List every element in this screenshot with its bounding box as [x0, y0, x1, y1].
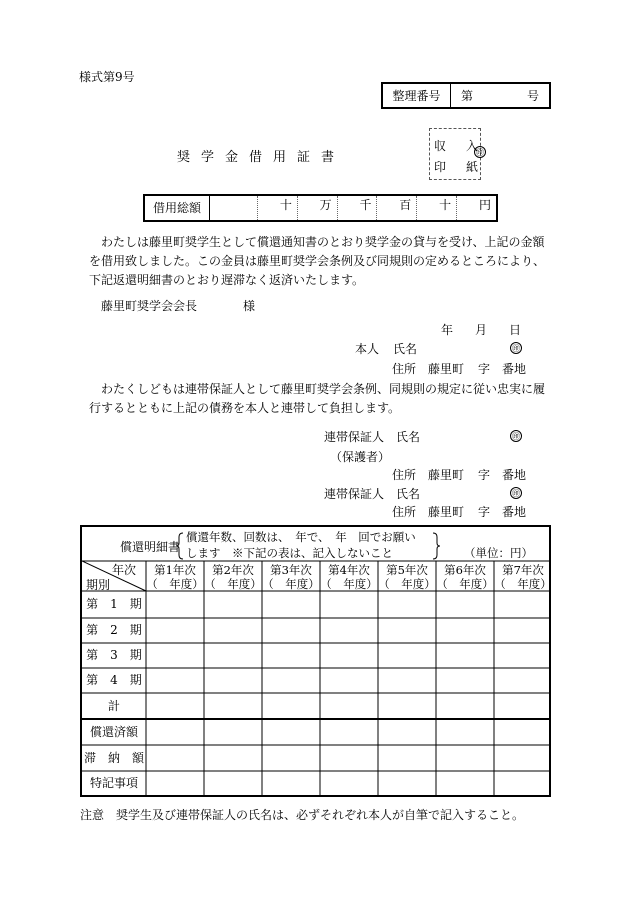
year-subheader: （ 年度）: [146, 577, 204, 591]
year-header: 第2年次: [212, 563, 254, 577]
guarantor1-name-line: [324, 428, 420, 445]
borrower-role: 本人: [355, 342, 380, 356]
schedule-unit: （単位：円）: [464, 546, 533, 560]
seal-icon: ㊞: [476, 148, 484, 157]
repayment-schedule-table: [80, 525, 551, 797]
schedule-row-label: 第 2 期: [86, 623, 142, 637]
guarantor-name-label: 氏名: [396, 487, 421, 501]
address-town: 藤里町: [428, 505, 465, 519]
registration-number-box: [381, 82, 551, 109]
year-header: 第7年次: [502, 563, 544, 577]
guarantor-role: 連帯保証人: [324, 487, 385, 501]
guarantor1-address-line: [392, 466, 526, 483]
seal-icon: ㊞: [512, 489, 520, 498]
schedule-request-line2: します ※下記の表は、記入しないこと: [186, 546, 393, 560]
address-aza: 字: [478, 468, 491, 482]
date-month: 月: [475, 323, 488, 337]
address-label: 住所: [392, 468, 417, 482]
schedule-row-label: 第 1 期: [86, 597, 142, 611]
year-header: 第1年次: [154, 563, 196, 577]
guarantor-name-label: 氏名: [396, 430, 421, 444]
loan-total-label: 借用総額: [145, 196, 210, 220]
borrower-name-line: [355, 340, 417, 357]
guarantor1-note: （保護者）: [330, 450, 391, 464]
amount-digit-cell: 百: [377, 196, 417, 220]
amount-digit-cell: 万: [298, 196, 338, 220]
stamp-text: 紙: [465, 160, 478, 174]
schedule-row-label: 第 3 期: [86, 648, 142, 662]
borrower-address-line: [392, 360, 526, 377]
amount-digit-cell: 千: [338, 196, 378, 220]
date-line: [441, 321, 521, 338]
address-aza: 字: [478, 505, 491, 519]
stamp-text: 印: [434, 160, 447, 174]
registration-label: 整理番号: [383, 84, 451, 107]
guarantor2-address-line: [392, 503, 526, 520]
year-subheader: （ 年度）: [378, 577, 436, 591]
address-label: 住所: [392, 505, 417, 519]
date-year: 年: [441, 323, 454, 337]
year-subheader: （ 年度）: [494, 577, 552, 591]
amount-digit-cell: [210, 196, 258, 220]
address-banchi: 番地: [502, 505, 527, 519]
schedule-row-label: 第 4 期: [86, 673, 142, 687]
schedule-request-line1: 償還年数、回数は、 年で、 年 回でお願い: [186, 530, 416, 544]
revenue-stamp-box: [429, 128, 481, 180]
seal-icon: ㊞: [512, 344, 520, 353]
form-number: 様式第9号: [79, 70, 135, 84]
schedule-row-label: 滞 納 額: [83, 751, 144, 765]
note-text: 注意 奨学生及び連帯保証人の氏名は、必ずそれぞれ本人が自筆で記入すること。: [80, 808, 525, 822]
schedule-row-label: 計: [107, 699, 120, 713]
corner-year-label: 年次: [112, 563, 137, 577]
year-subheader: （ 年度）: [204, 577, 262, 591]
guarantor-role: 連帯保証人: [324, 430, 385, 444]
loan-total-box: [143, 194, 498, 222]
address-label: 住所: [392, 362, 417, 376]
year-subheader: （ 年度）: [436, 577, 494, 591]
year-subheader: （ 年度）: [320, 577, 378, 591]
address-aza: 字: [478, 362, 491, 376]
guarantor2-name-line: [324, 485, 420, 502]
guarantor-statement: わたくしどもは連帯保証人として藤里町奨学会条例、同規則の規定に従い忠実に履行するとともに上記の債務を本人と連帯して負担します。: [89, 382, 546, 415]
schedule-row-label: 償還済額: [89, 725, 138, 739]
stamp-text: 収: [434, 139, 447, 153]
address-banchi: 番地: [502, 362, 527, 376]
schedule-title: 償還明細書: [120, 540, 181, 554]
stamp-text: 入: [465, 139, 478, 153]
address-town: 藤里町: [428, 362, 465, 376]
addressee-name: 藤里町奨学会会長: [101, 299, 198, 313]
addressee-honorific: 様: [243, 299, 256, 313]
amount-digit-cell: 十: [258, 196, 298, 220]
registration-prefix: 第: [461, 89, 474, 103]
year-header: 第3年次: [270, 563, 312, 577]
borrower-name-label: 氏名: [393, 342, 418, 356]
registration-suffix: 号: [526, 89, 539, 103]
year-subheader: （ 年度）: [262, 577, 320, 591]
year-header: 第5年次: [386, 563, 428, 577]
year-header: 第4年次: [328, 563, 370, 577]
address-banchi: 番地: [502, 468, 527, 482]
borrower-statement: わたしは藤里町奨学生として償還通知書のとおり奨学金の貸与を受け、上記の金額を借用致しました。この金員は藤里町奨学会条例及び同規則の定めるところにより、下記返還明細書のとおり遅滞なく返済いたします。: [89, 235, 546, 287]
amount-digit-cell: 円: [478, 198, 491, 212]
year-header: 第6年次: [444, 563, 486, 577]
document-title: 奨学金借用証書: [177, 150, 346, 165]
schedule-row-label: 特記事項: [89, 776, 138, 790]
seal-icon: ㊞: [512, 432, 520, 441]
corner-period-label: 期別: [86, 578, 111, 592]
amount-digit-cell: 十: [417, 196, 457, 220]
date-day: 日: [509, 323, 522, 337]
address-town: 藤里町: [428, 468, 465, 482]
